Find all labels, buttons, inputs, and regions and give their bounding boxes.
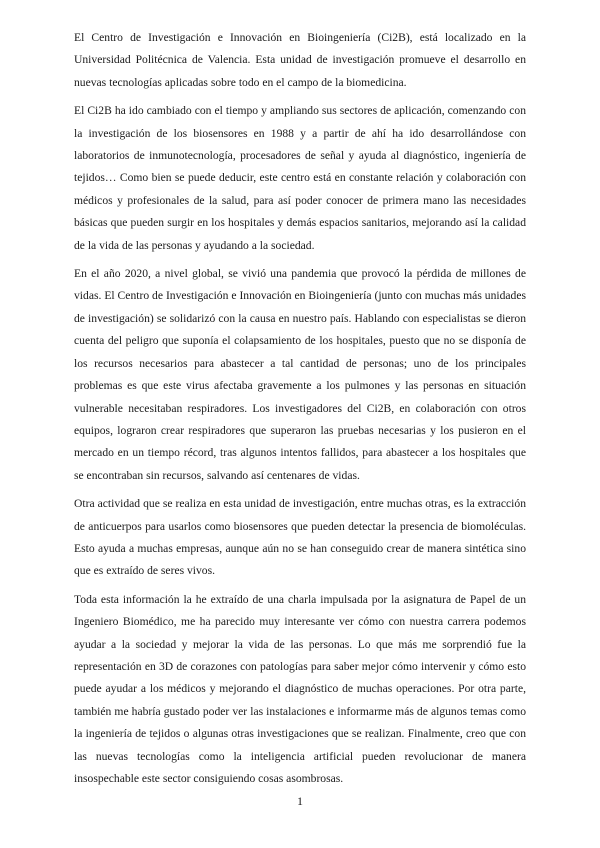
page-number: 1 <box>297 794 303 808</box>
paragraph-pandemic: En el año 2020, a nivel global, se vivió una pandemia que provocó la pérdida de millones de vidas. El Centro de Investigación e Innovación en Bioingeniería (junto con muchas más unidades de investigación) se solidarizó con la causa en nuestro país. Hablando con especialistas se dieron cuenta del peligro que suponía el colapsamiento de los hospitales, puesto que no se disponía de los recursos necesarios para abastecer a tal cantidad de personas; uno de los principales problemas es que este virus afectaba gravemente a los pulmones y las personas en situación vulnerable necesitaban respiradores. Los investigadores del Ci2B, en colaboración con otros equipos, lograron crear respiradores que superaron las pruebas necesarias y los pusieron en el mercado en un tiempo récord, tras algunos intentos fallidos, para abastecer a los hospitales que se encontraban sin recursos, salvando así centenares de vidas. <box>74 267 526 482</box>
paragraph-antibodies: Otra actividad que se realiza en esta unidad de investigación, entre muchas otras, es la extracción de anticuerpos para usarlos como biosensores que pueden detectar la presencia de biomoléculas. Esto ayuda a muchas empresas, aunque aún no se han conseguido crear de manera sintética sino que es extraído de seres vivos. <box>74 497 526 578</box>
paragraph-history: El Ci2B ha ido cambiado con el tiempo y ampliando sus sectores de aplicación, comenzando con la investigación de los biosensores en 1988 y a partir de ahí ha ido desarrollándose con laboratorios de inmunotecnología, procesadores de señal y ayuda al diagnóstico, ingeniería de tejidos… Como bien se puede deducir, este centro está en constante relación y colaboración con médicos y profesionales de la salud, para así poder conocer de primera mano las necesidades básicas que pueden surgir en los hospitales y demás espacios sanitarios, mejorando así la calidad de la vida de las personas y ayudando a la sociedad. <box>74 104 526 252</box>
document-body <box>74 27 526 796</box>
paragraph-intro: El Centro de Investigación e Innovación en Bioingeniería (Ci2B), está localizado en la Universidad Politécnica de Valencia. Esta unidad de investigación promueve el desarrollo en nuevas tecnologías aplicadas sobre todo en el campo de la biomedicina. <box>74 31 526 89</box>
paragraph-conclusion: Toda esta información la he extraído de una charla impulsada por la asignatura de Papel de un Ingeniero Biomédico, me ha parecido muy interesante ver cómo con nuestra carrera podemos ayudar a la sociedad y mejorar la vida de las personas. Lo que más me sorprendió fue la representación en 3D de corazones con patologías para saber mejor cómo intervenir y cómo esto puede ayudar a los médicos y mejorando el diagnóstico de muchas operaciones. Por otra parte, también me habría gustado poder ver las instalaciones e informarme más de algunos temas como la ingeniería de tejidos o algunas otras investigaciones que se realizan. Finalmente, creo que con las nuevas tecnologías como la inteligencia artificial pueden revolucionar de manera insospechable este sector consiguiendo cosas asombrosas. <box>74 592 526 785</box>
